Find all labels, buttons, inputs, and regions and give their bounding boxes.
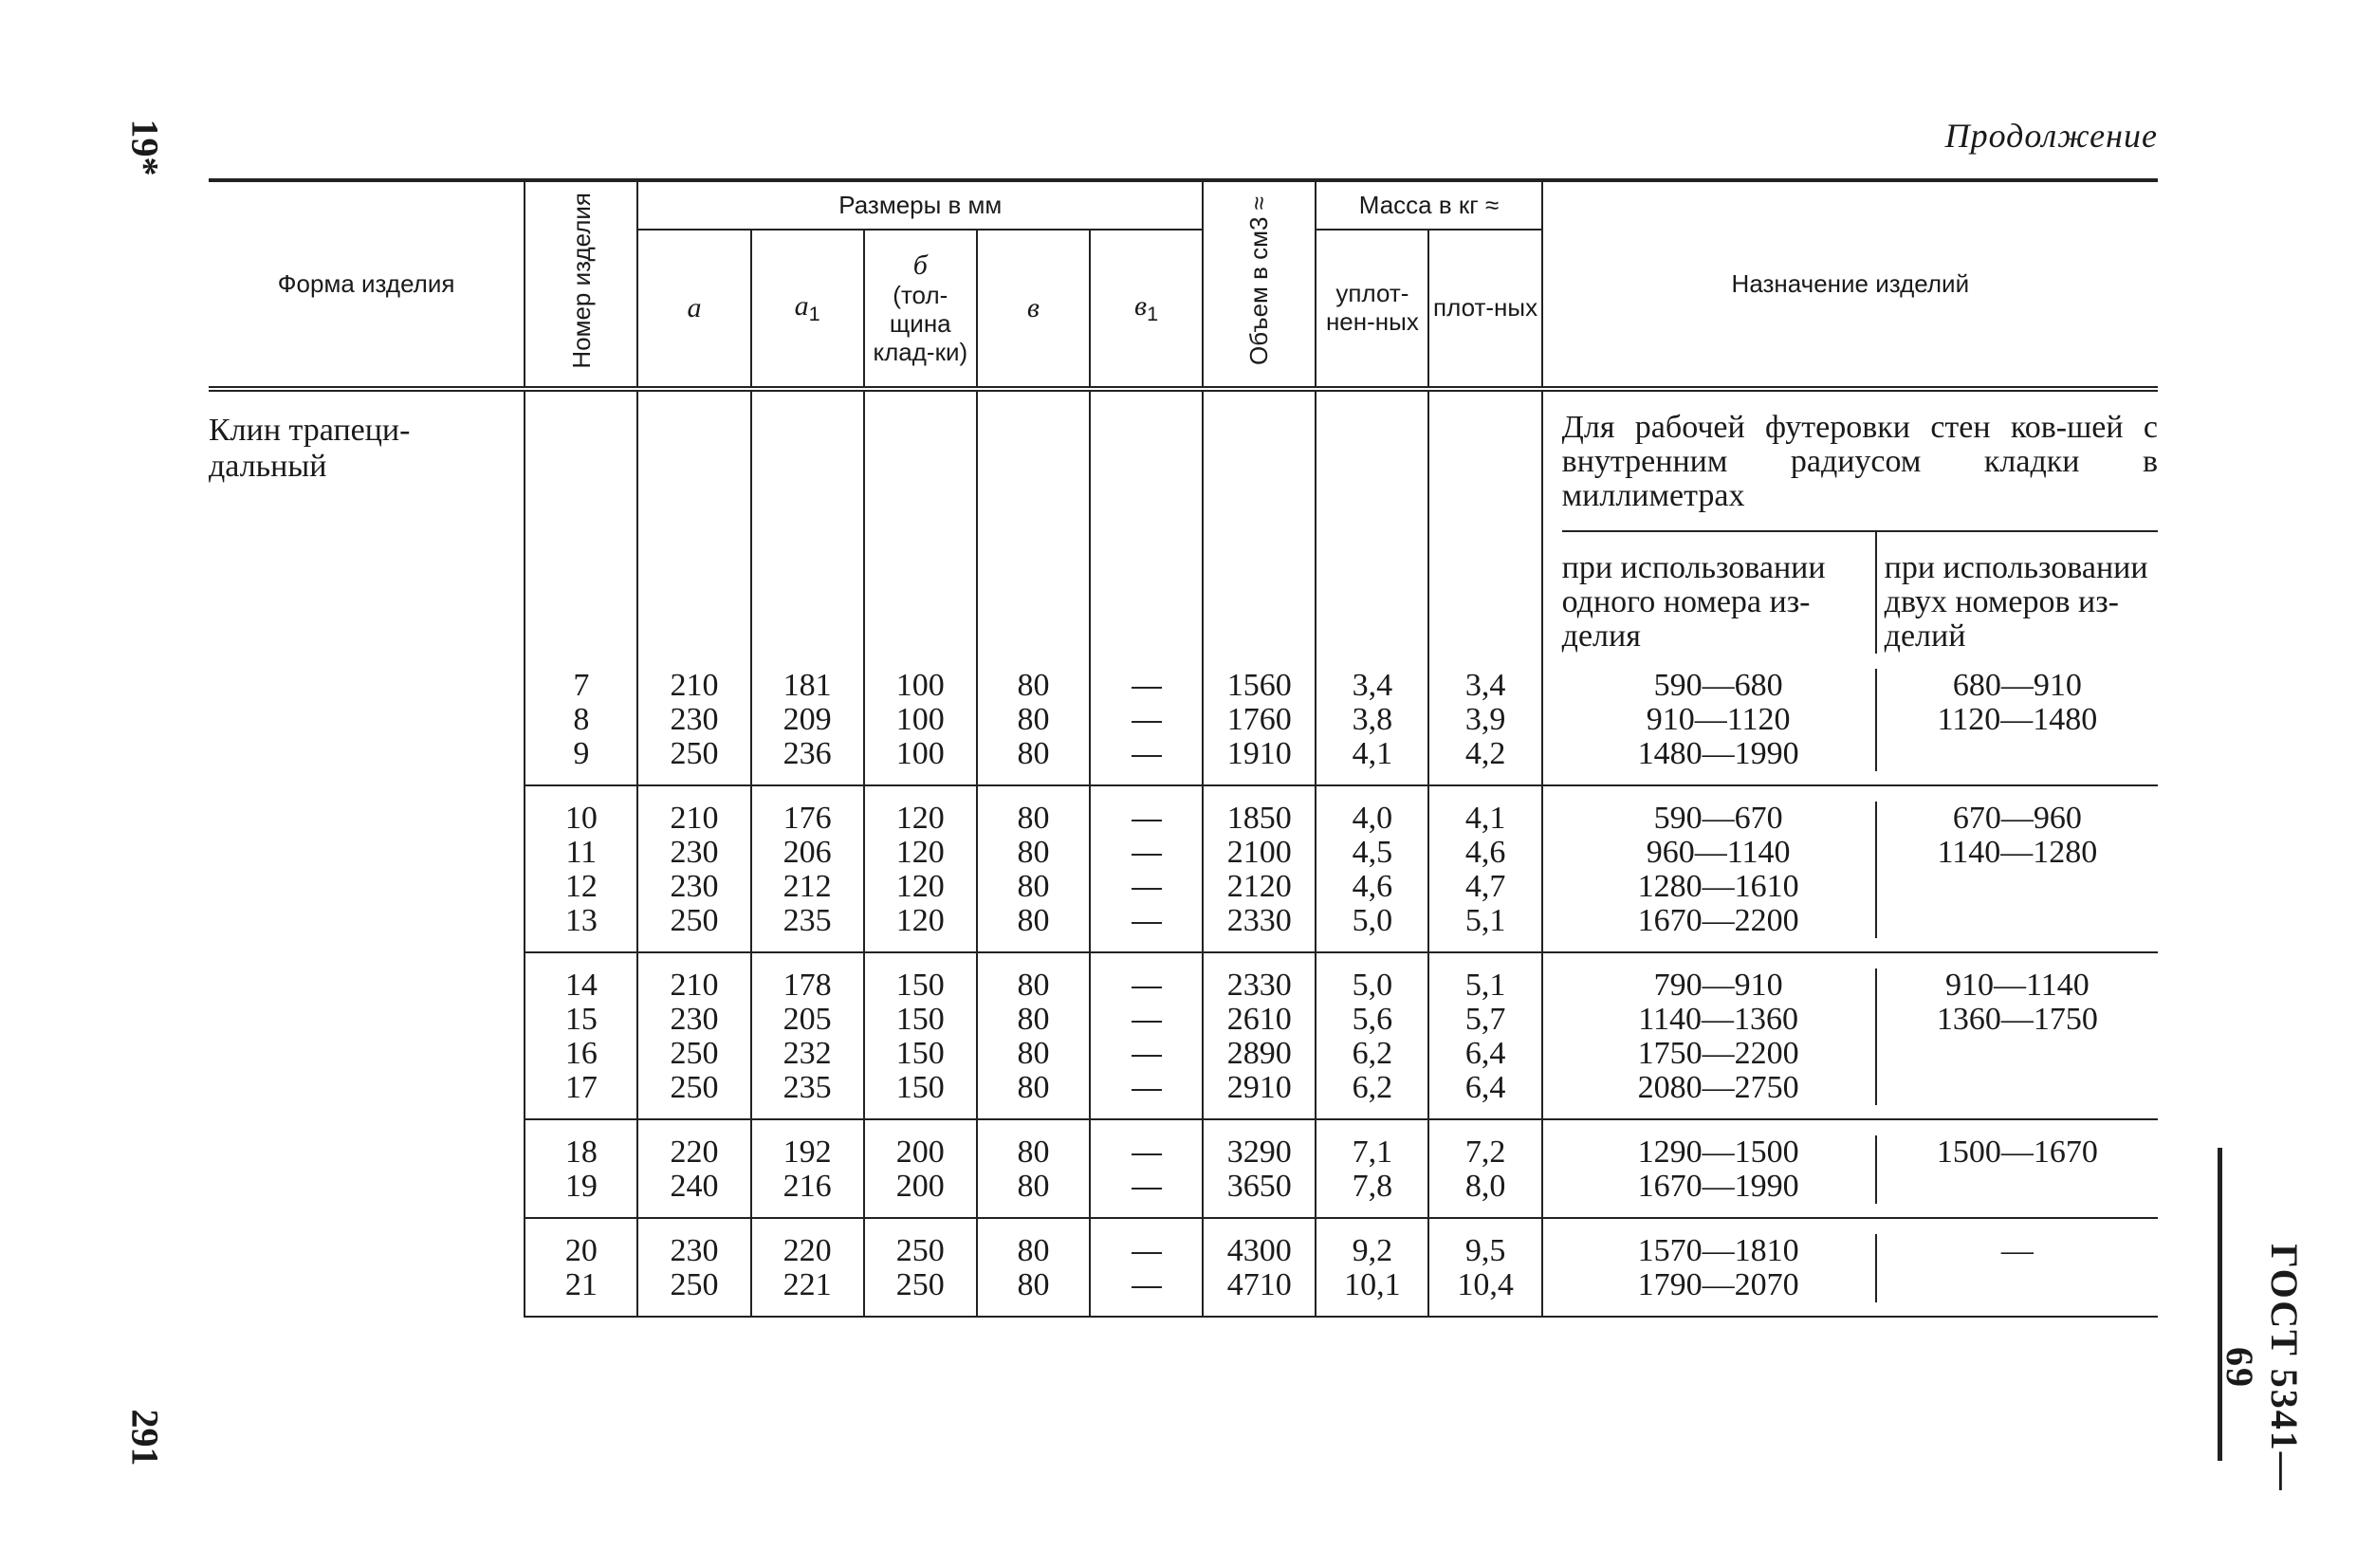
dash-mark [1132, 687, 1162, 689]
header-dimensions: Размеры в мм [637, 180, 1203, 230]
cell-mass-dense: 7,2 8,0 [1428, 1119, 1541, 1218]
table-row-group [209, 1218, 2158, 1317]
dash-mark [1132, 1153, 1162, 1155]
cell-v: 80 80 [977, 1119, 1090, 1218]
cell-v: 80 80 [977, 1218, 1090, 1317]
cell-a1: 176 206 212 235 [751, 785, 864, 952]
header-number: Номер изделия [525, 180, 637, 389]
table-row-group [209, 1119, 2158, 1218]
continuation-label: Продолжение [1944, 117, 2158, 155]
dash-mark [1132, 854, 1162, 856]
standard-code: ГОСТ 5341—69 [2219, 1244, 2306, 1492]
cell-volume: 4300 4710 [1203, 1218, 1316, 1317]
cell-a1: 220 221 [751, 1218, 864, 1317]
dash-mark [1132, 987, 1162, 988]
page-mark-top: 19* [123, 119, 167, 176]
cell-a: 210 230 250 250 [637, 952, 750, 1119]
cell-v: 80 80 80 80 [977, 785, 1090, 952]
cell-mass-compact: 5,0 5,6 6,2 6,2 [1316, 952, 1428, 1119]
cell-purpose: 1290—1500 1670—1990 1500—1670 [1542, 1119, 2158, 1218]
cell-purpose: 590—680 910—1120 1480—1990 680—910 1120—1480 [1542, 654, 2158, 785]
dash-mark [1132, 820, 1162, 821]
page-number: 291 [123, 1409, 167, 1467]
cell-number: 18 19 [525, 1119, 637, 1218]
cell-v1 [1090, 952, 1203, 1119]
dash-mark [1132, 721, 1162, 723]
dash-mark [1132, 1286, 1162, 1288]
form-name: Клин трапеци-дальный [209, 413, 411, 484]
cell-mass-dense: 5,1 5,7 6,4 6,4 [1428, 952, 1541, 1119]
cell-a1: 192 216 [751, 1119, 864, 1218]
cell-volume: 1560 1760 1910 [1203, 654, 1316, 785]
cell-mass-compact: 4,0 4,5 4,6 5,0 [1316, 785, 1428, 952]
purpose-main: Для рабочей футеровки стен ков-шей с внутренним радиусом кладки в миллиметрах [1561, 410, 2158, 513]
cell-b: 150 150 150 150 [864, 952, 977, 1119]
cell-mass-compact: 3,4 3,8 4,1 [1316, 654, 1428, 785]
cell-purpose: 790—910 1140—1360 1750—2200 2080—2750 910—1140 1360—1750 [1542, 952, 2158, 1119]
cell-b: 120 120 120 120 [864, 785, 977, 952]
cell-v1 [1090, 1218, 1203, 1317]
cell-b: 100 100 100 [864, 654, 977, 785]
cell-number: 20 21 [525, 1218, 637, 1317]
header-volume: Объем в см3 ≈ [1203, 180, 1316, 389]
cell-purpose: 590—670 960—1140 1280—1610 1670—2200 670—960 1140—1280 [1542, 785, 2158, 952]
cell-v: 80 80 80 [977, 654, 1090, 785]
table-header [209, 180, 2158, 389]
cell-v1 [1090, 1119, 1203, 1218]
cell-a: 210 230 250 [637, 654, 750, 785]
dash-mark [1132, 1252, 1162, 1254]
cell-number: 14 15 16 17 [525, 952, 637, 1119]
dash-mark [1132, 755, 1162, 757]
cell-a1: 178 205 232 235 [751, 952, 864, 1119]
purpose-subheader [1562, 530, 2158, 654]
cell-volume: 2330 2610 2890 2910 [1203, 952, 1316, 1119]
cell-mass-dense: 9,5 10,4 [1428, 1218, 1541, 1317]
dash-mark [1132, 1021, 1162, 1023]
table-row-group [209, 785, 2158, 952]
cell-v: 80 80 80 80 [977, 952, 1090, 1119]
purpose-one: при использовании одного номера из-делия [1562, 532, 1877, 654]
header-v1: $в_1$ [1090, 230, 1203, 389]
cell-v1 [1090, 654, 1203, 785]
cell-a: 210 230 230 250 [637, 785, 750, 952]
dash-mark [1132, 1188, 1162, 1190]
table-body [209, 389, 2158, 1317]
dash-mark [1132, 922, 1162, 924]
header-purpose: Назначение изделий [1542, 180, 2158, 389]
table-row-group [209, 952, 2158, 1119]
cell-mass-dense: 4,1 4,6 4,7 5,1 [1428, 785, 1541, 952]
header-a: а [637, 230, 750, 389]
header-b: б (тол-щина клад-ки) [864, 230, 977, 389]
header-mass: Масса в кг ≈ [1316, 180, 1541, 230]
cell-purpose: 1570—1810 1790—2070 — [1542, 1218, 2158, 1317]
header-mass-dense: плот-ных [1428, 230, 1541, 389]
cell-b: 250 250 [864, 1218, 977, 1317]
dash-mark [1132, 1089, 1162, 1091]
cell-number: 7 8 9 [525, 654, 637, 785]
cell-mass-dense: 3,4 3,9 4,2 [1428, 654, 1541, 785]
table-row-group [209, 654, 2158, 785]
header-form: Форма изделия [209, 180, 525, 389]
brick-dimensions-table [209, 178, 2158, 1318]
cell-a: 220 240 [637, 1119, 750, 1218]
dash-mark [1132, 1055, 1162, 1057]
cell-mass-compact: 9,2 10,1 [1316, 1218, 1428, 1317]
cell-mass-compact: 7,1 7,8 [1316, 1119, 1428, 1218]
header-mass-compact: уплот-нен-ных [1316, 230, 1428, 389]
cell-volume: 1850 2100 2120 2330 [1203, 785, 1316, 952]
cell-b: 200 200 [864, 1119, 977, 1218]
purpose-two: при использовании двух номеров из-делий [1884, 550, 2148, 654]
cell-a1: 181 209 236 [751, 654, 864, 785]
cell-v1 [1090, 785, 1203, 952]
dash-mark [1132, 888, 1162, 890]
cell-number: 10 11 12 13 [525, 785, 637, 952]
header-v: в [977, 230, 1090, 389]
cell-a: 230 250 [637, 1218, 750, 1317]
cell-volume: 3290 3650 [1203, 1119, 1316, 1218]
header-a1: $а_1$ [751, 230, 864, 389]
